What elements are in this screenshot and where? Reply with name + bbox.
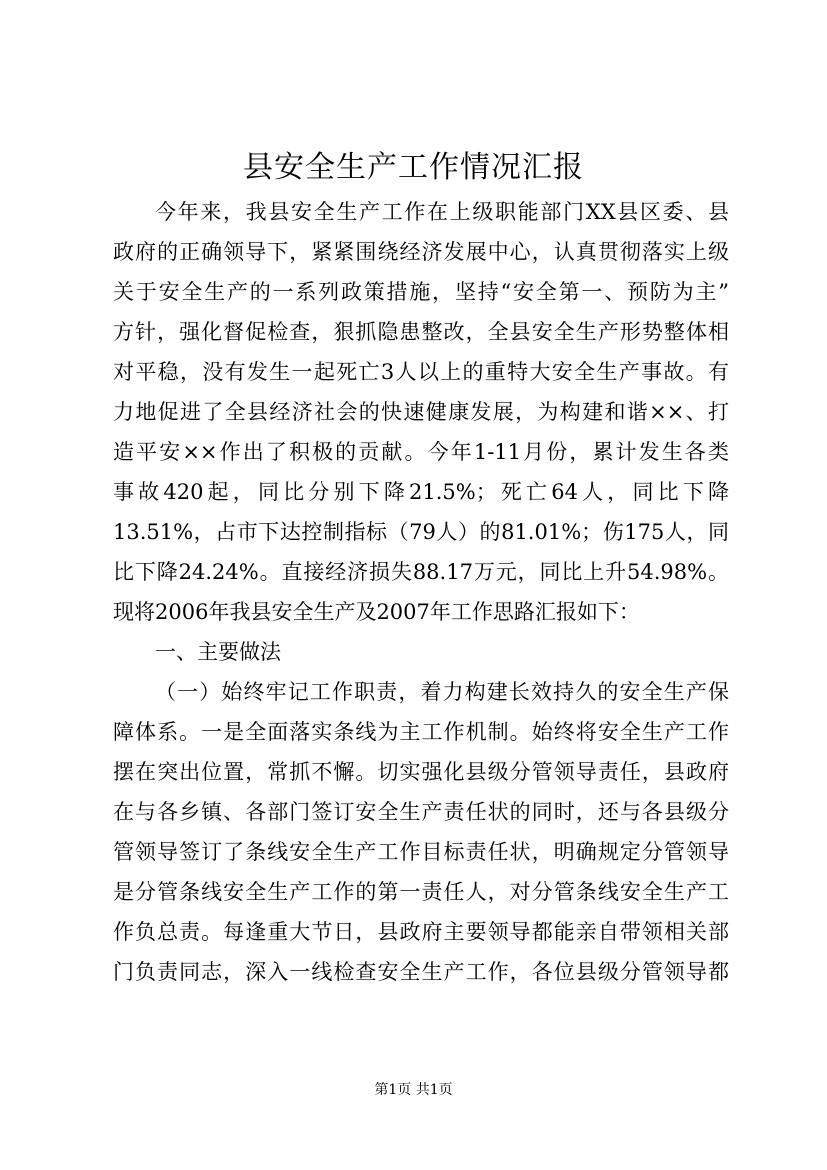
paragraph-line: 障体系。一是全面落实条线为主工作机制。始终将安全生产工作 (113, 720, 729, 744)
paragraph-line: 政府的正确领导下，紧紧围绕经济发展中心，认真贯彻落实上级 (113, 240, 729, 264)
document-title: 县安全生产工作情况汇报 (243, 150, 584, 185)
paragraph-line: 摆在突出位置，常抓不懈。切实强化县级分管领导责任，县政府 (113, 760, 729, 784)
paragraph-line: 作负总责。每逢重大节日，县政府主要领导都能亲自带领相关部 (113, 920, 729, 944)
paragraph-line: 关于安全生产的一系列政策措施，坚持“安全第一、预防为主” (113, 280, 729, 304)
paragraph-line: 方针，强化督促检查，狠抓隐患整改，全县安全生产形势整体相 (113, 320, 729, 344)
paragraph-line: 今年来，我县安全生产工作在上级职能部门XX县区委、县 (155, 200, 729, 224)
paragraph-line: 对平稳，没有发生一起死亡3人以上的重特大安全生产事故。有 (113, 360, 729, 384)
paragraph-line: 现将2006年我县安全生产及2007年工作思路汇报如下： (113, 600, 640, 624)
paragraph-line: （一）始终牢记工作职责，着力构建长效持久的安全生产保 (155, 680, 729, 704)
paragraph-line: 在与各乡镇、各部门签订安全生产责任状的同时，还与各县级分 (113, 800, 729, 824)
paragraph-line: 门负责同志，深入一线检查安全生产工作，各位县级分管领导都 (113, 960, 729, 984)
paragraph-line: 事故420起，同比分别下降21.5%；死亡64人，同比下降 (113, 480, 729, 504)
paragraph-line: 比下降24.24%。直接经济损失88.17万元，同比上升54.98%。 (113, 560, 729, 584)
paragraph-line: 造平安××作出了积极的贡献。今年1-11月份，累计发生各类 (113, 440, 729, 464)
paragraph-line: 是分管条线安全生产工作的第一责任人，对分管条线安全生产工 (113, 880, 729, 904)
document-body (113, 192, 729, 992)
paragraph-line: 13.51%，占市下达控制指标（79人）的81.01%；伤175人，同 (113, 520, 729, 544)
paragraph-line: 力地促进了全县经济社会的快速健康发展，为构建和谐××、打 (113, 400, 729, 424)
section-heading: 一、主要做法 (155, 640, 281, 664)
paragraph-line: 管领导签订了条线安全生产工作目标责任状，明确规定分管领导 (113, 840, 729, 864)
page-number-footer: 第1页 共1页 (374, 1082, 453, 1098)
